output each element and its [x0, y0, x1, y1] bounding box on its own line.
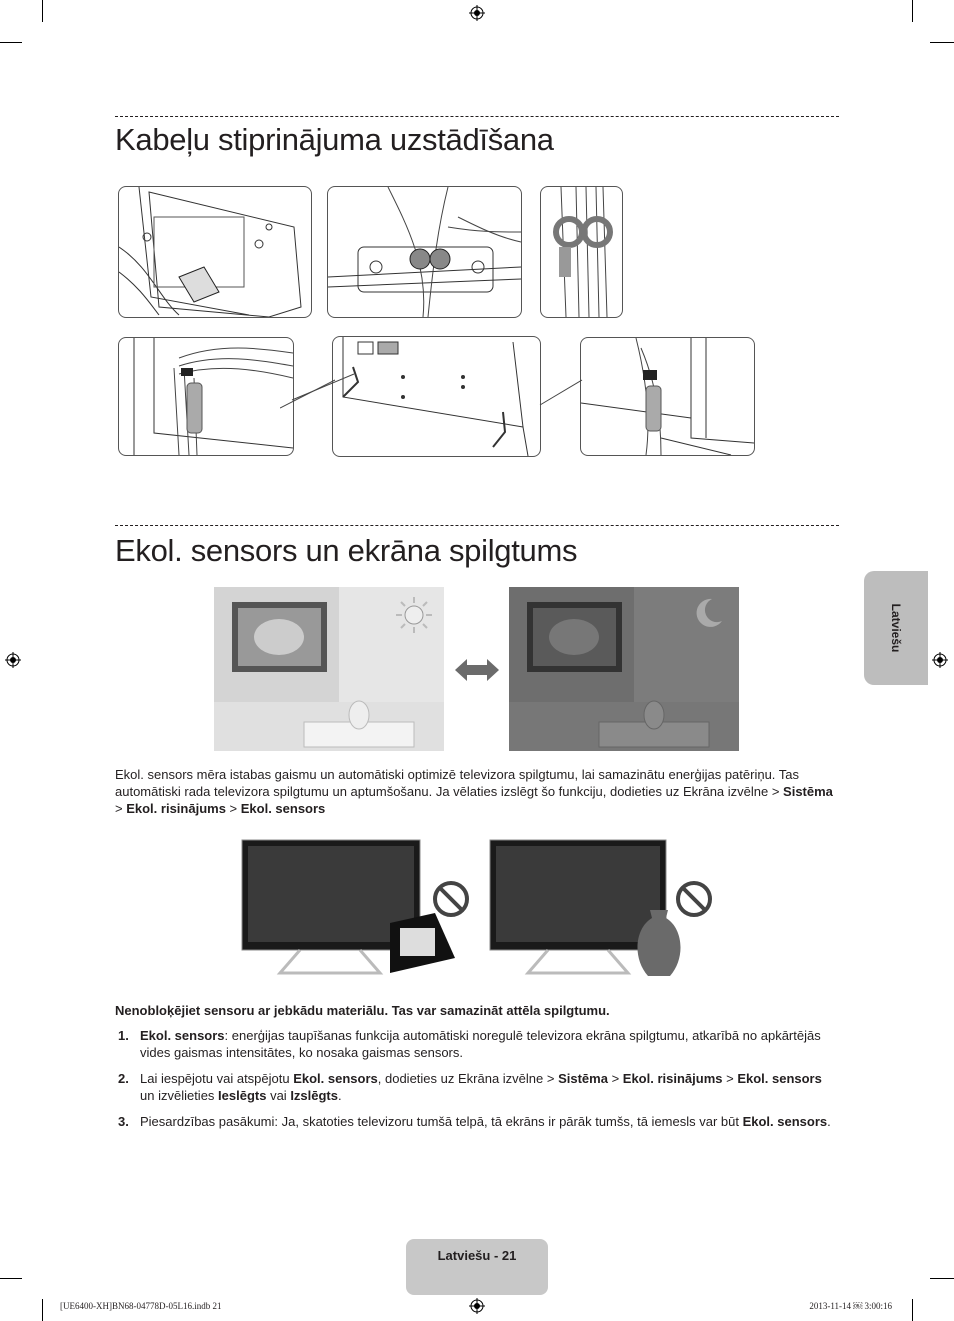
page-number: Latviešu - 21	[437, 1248, 517, 1263]
registration-mark-icon	[469, 1298, 485, 1314]
cable-holder-closeup	[540, 186, 623, 318]
print-slug-right: 2013-11-14 ￼ 3:00:16	[809, 1301, 892, 1311]
menu-path-system: Sistēma	[783, 784, 833, 799]
list-item: 1. Ekol. sensors: enerģijas taupīšanas funkcija automātiski noregulē televizora ekrāna spilgtumu, atkarībā no apkārtējās vides gaismas intensitātes, ko nosaka gaismas sensors.	[118, 1028, 821, 1060]
crop-mark	[42, 0, 43, 22]
section-title: Kabeļu stiprinājuma uzstādīšana	[115, 122, 554, 157]
print-slug-left: [UE6400-XH]BN68-04778D-05L16.indb 21	[60, 1301, 222, 1311]
section-divider	[115, 525, 839, 526]
registration-mark-icon	[469, 5, 485, 21]
section-title: Ekol. sensors un ekrāna spilgtums	[115, 533, 578, 568]
menu-path-eco: Ekol. risinājums	[126, 801, 226, 816]
section-divider	[115, 116, 839, 117]
crop-mark	[912, 1299, 913, 1321]
tv-blocked-by-vase-illustration	[488, 838, 688, 978]
cable-holder-illustration-1	[118, 186, 312, 318]
sun-icon	[394, 595, 434, 635]
registration-mark-icon	[932, 652, 948, 668]
crop-mark	[0, 1278, 22, 1279]
menu-path-eco-sensor: Ekol. sensors	[240, 801, 326, 816]
callout-lines	[280, 360, 620, 410]
registration-mark-icon	[5, 652, 21, 668]
crop-mark	[0, 42, 22, 43]
prohibited-icon	[432, 880, 470, 918]
cable-holder-illustration-4	[118, 337, 294, 456]
crop-mark	[912, 0, 913, 22]
info-list	[115, 1027, 835, 1139]
crop-mark	[42, 1299, 43, 1321]
crop-mark	[930, 1278, 954, 1279]
page-number-tab	[406, 1239, 548, 1295]
prohibited-icon	[675, 880, 713, 918]
language-side-tab: Latviešu	[864, 571, 928, 685]
moon-icon	[690, 595, 726, 631]
double-arrow-icon	[455, 657, 499, 683]
intro-paragraph: Ekol. sensors mēra istabas gaismu un automātiski optimizē televizora spilgtumu, lai samazinātu enerģijas patēriņu. Tas automātiski rada televizora spilgtumu un aptumšošanu. Ja vēlaties izslēgt šo funkciju, dodieties uz Ekrāna izvēlne > Sistēma > Ekol. risinājums > Ekol. sensors	[115, 767, 833, 816]
warning-text: Nenobloķējiet sensoru ar jebkādu materiālu. Tas var samazināt attēla spilgtumu.	[115, 1003, 610, 1018]
crop-mark	[930, 42, 954, 43]
list-item: 3. Piesardzības pasākumi: Ja, skatoties televizoru tumšā telpā, tā ekrāns ir pārāk tumšs, tā iemesls var būt Ekol. sensors.	[118, 1114, 831, 1129]
cable-holder-illustration-2	[327, 186, 522, 318]
list-item: 2. Lai iespējotu vai atspējotu Ekol. sensors, dodieties uz Ekrāna izvēlne > Sistēma > Ekol. risinājums > Ekol. sensors un izvēlieties Ieslēgts vai Izslēgts.	[118, 1071, 822, 1103]
